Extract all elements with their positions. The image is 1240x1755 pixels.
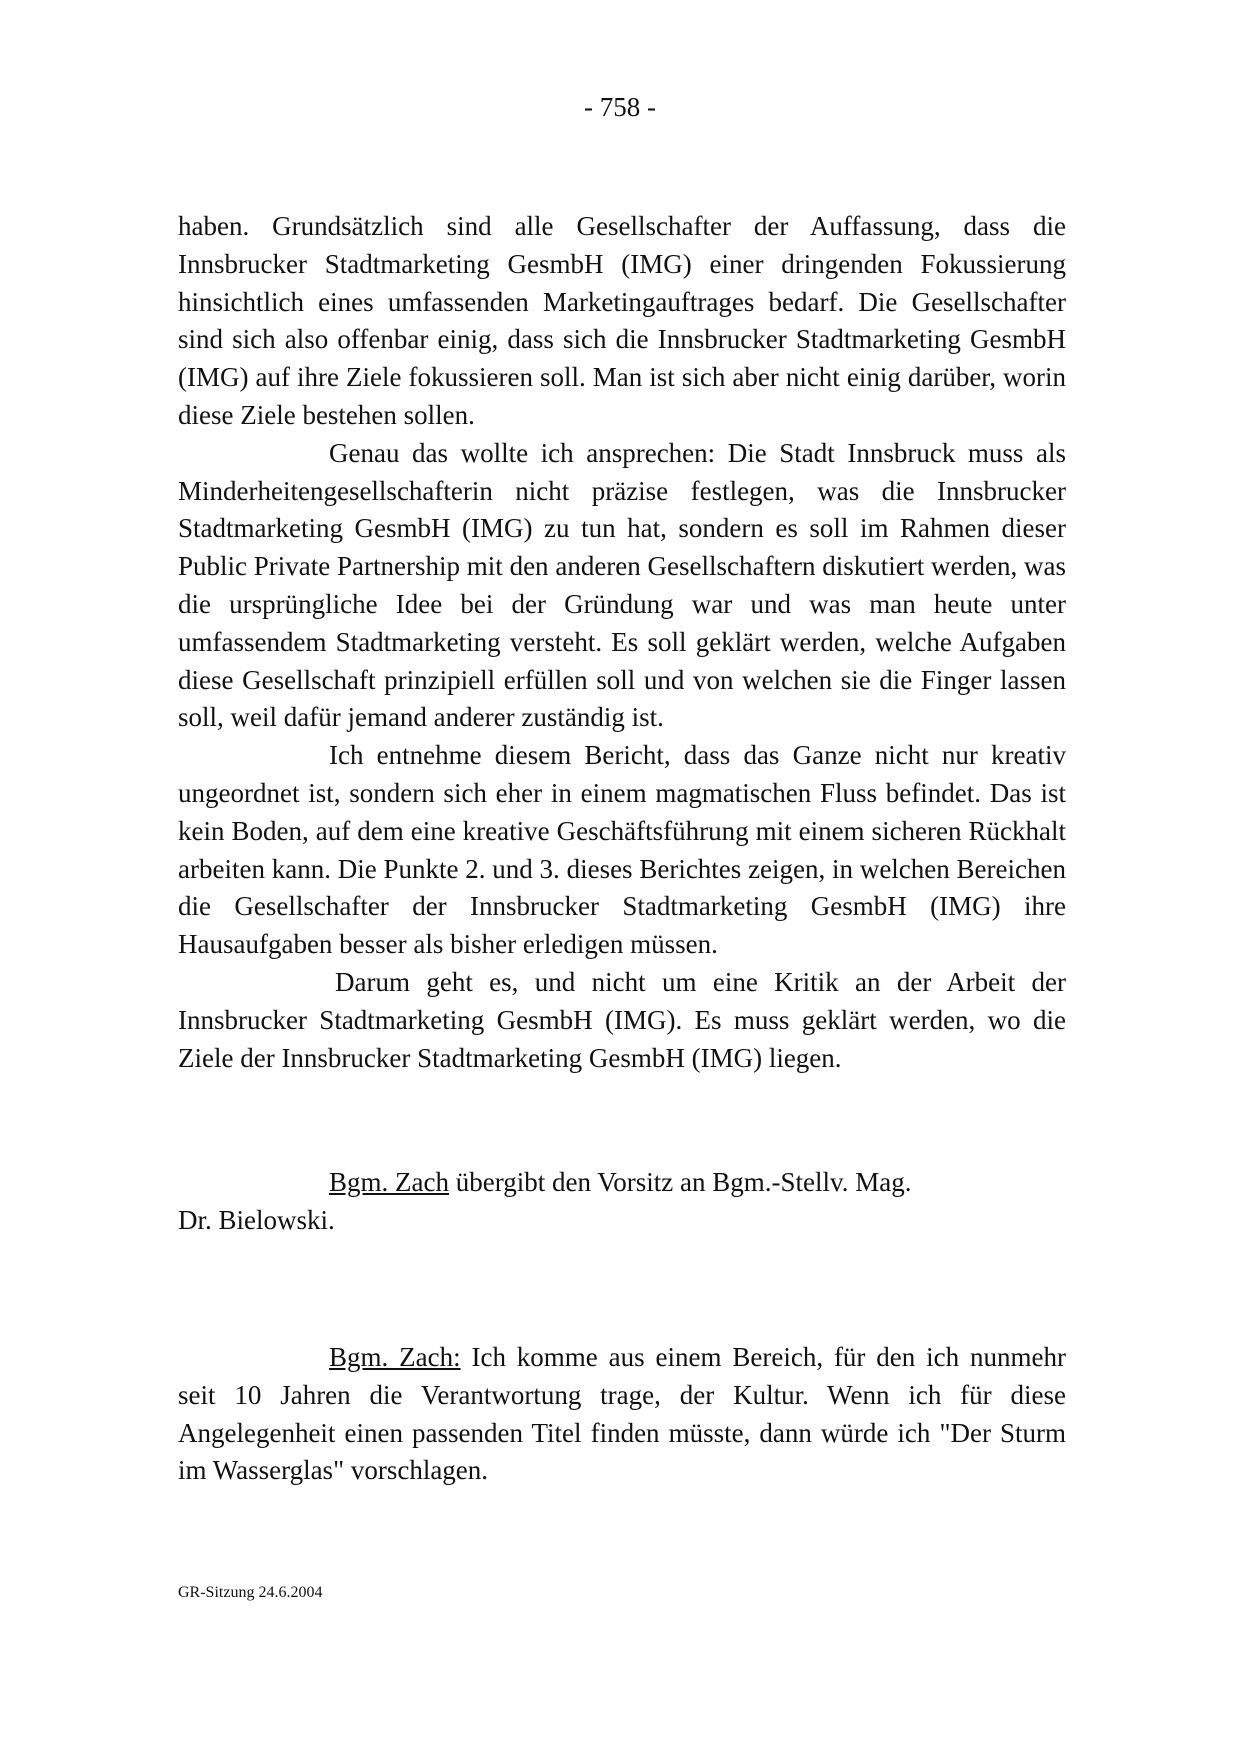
paragraph-3: Ich entnehme diesem Bericht, dass das Ganze nicht nur kreativ ungeordnet ist, sondern sich eher in einem magmatischen Fluss befindet. Das ist kein Boden, auf dem eine kreative Geschäftsführung mit einem sicheren Rückhalt arbeiten kann. Die Punkte 2. und 3. dieses Berichtes zeigen, in welchen Bereichen die Gesellschafter der Innsbrucker Stadtmarketing GesmbH (IMG) ihre Hausaufgaben besser als bisher erledigen müssen.	[178, 740, 1066, 960]
body-text	[178, 208, 1066, 1077]
page-number: - 758 -	[584, 92, 656, 122]
chair-change-text-line2: Dr. Bielowski.	[178, 1204, 335, 1235]
paragraph-4: Darum geht es, und nicht um eine Kritik an der Arbeit der Innsbrucker Stadtmarketing GesmbH (IMG). Es muss geklärt werden, wo die Ziele der Innsbrucker Stadtmarketing GesmbH (IMG) liegen.	[178, 966, 1066, 1073]
paragraph-1: haben. Grundsätzlich sind alle Gesellschafter der Auffassung, dass die Innsbrucker Stadtmarketing GesmbH (IMG) einer dringenden Fokussierung hinsichtlich eines umfassenden Marketingauftrages bedarf. Die Gesellschafter sind sich also offenbar einig, dass sich die Innsbrucker Stadtmarketing GesmbH (IMG) auf ihre Ziele fokussieren soll. Man ist sich aber nicht einig darüber, worin diese Ziele bestehen sollen.	[178, 211, 1066, 430]
paragraph-2: Genau das wollte ich ansprechen: Die Stadt Innsbruck muss als Minderheitengesellschafterin nicht präzise festlegen, was die Innsbrucker Stadtmarketing GesmbH (IMG) zu tun hat, sondern es soll im Rahmen dieser Public Private Partnership mit den anderen Gesellschaftern diskutiert werden, was die ursprüngliche Idee bei der Gründung war und was man heute unter umfassendem Stadtmarketing versteht. Es soll geklärt werden, welche Aufgaben diese Gesellschaft prinzipiell erfüllen soll und von welchen sie die Finger lassen soll, weil dafür jemand anderer zuständig ist.	[178, 437, 1066, 733]
speaker-name: Bgm. Zach:	[329, 1342, 461, 1372]
chair-change-text: übergibt den Vorsitz an Bgm.-Stellv. Mag.	[448, 1167, 912, 1197]
speech-text: Ich komme aus einem Bereich, für den ich nunmehr seit 10 Jahren die Verantwortung trage, der Kultur. Wenn ich für diese Angelegenheit einen passenden Titel finden müsste, dann würde ich "Der Sturm im Wasserglas" vorschlagen.	[178, 1342, 1066, 1486]
speech-paragraph	[178, 1339, 1066, 1490]
chair-change-note	[178, 1164, 1066, 1240]
footer: GR-Sitzung 24.6.2004	[178, 1584, 323, 1601]
speaker-name: Bgm. Zach	[329, 1167, 449, 1197]
